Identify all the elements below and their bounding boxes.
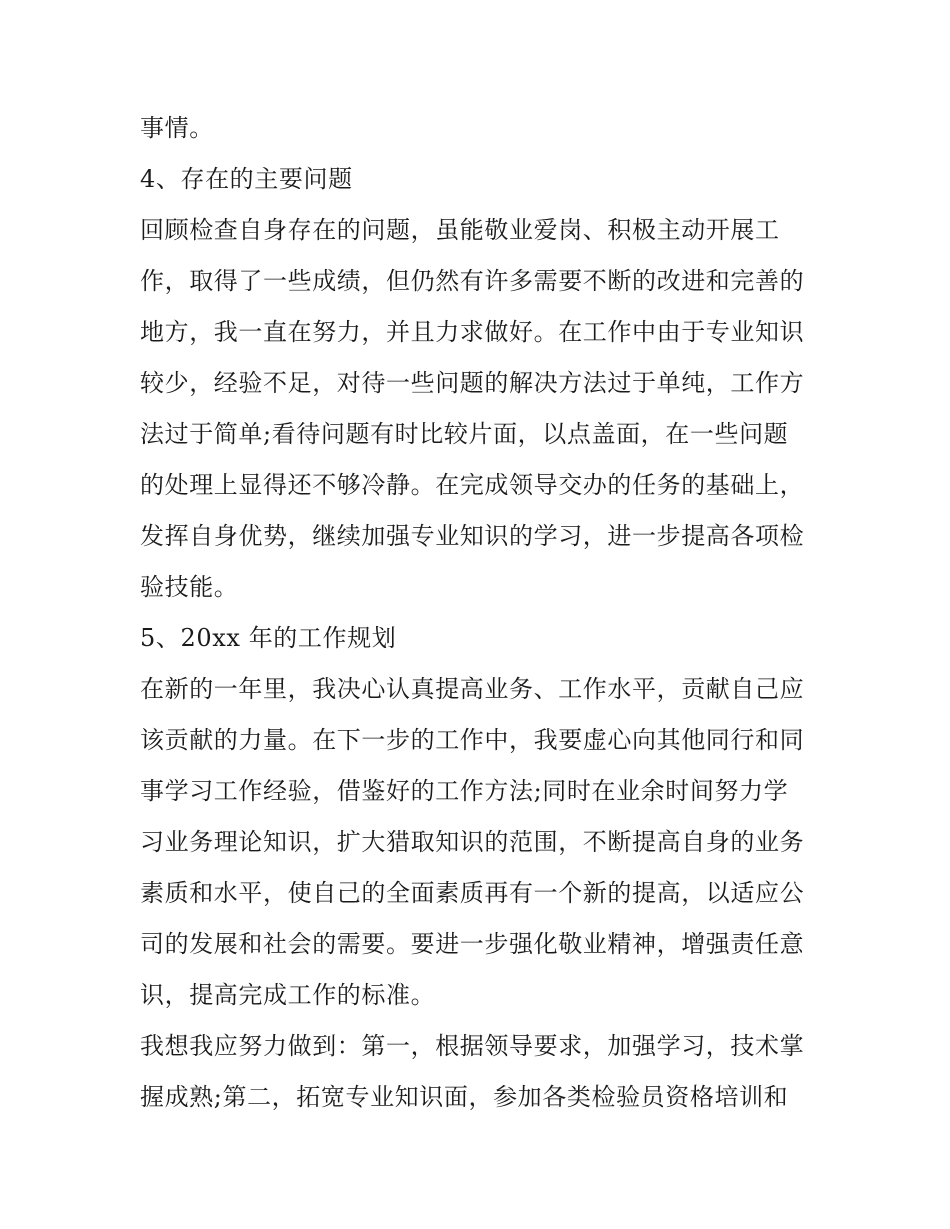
text-line: 事学习工作经验，借鉴好的工作方法;同时在业余时间努力学 (140, 777, 789, 805)
text-line: 法过于简单;看待问题有时比较片面，以点盖面，在一些问题 (140, 420, 789, 448)
text-line: 验技能。 (140, 573, 239, 601)
text-line: 较少，经验不足，对待一些问题的解决方法过于单纯，工作方 (140, 369, 805, 397)
text-line: 识，提高完成工作的标准。 (140, 981, 436, 1009)
text-line: 我想我应努力做到：第一，根据领导要求，加强学习，技术掌 (140, 1032, 805, 1060)
text-line: 该贡献的力量。在下一步的工作中，我要虚心向其他同行和同 (140, 726, 805, 754)
section-heading-plan: 5、20xx 年的工作规划 (140, 624, 397, 652)
text-line: 回顾检查自身存在的问题，虽能敬业爱岗、积极主动开展工 (140, 216, 780, 244)
text-line: 素质和水平，使自己的全面素质再有一个新的提高，以适应公 (140, 879, 805, 907)
text-line: 习业务理论知识，扩大猎取知识的范围，不断提高自身的业务 (140, 828, 805, 856)
text-line: 地方，我一直在努力，并且力求做好。在工作中由于专业知识 (140, 318, 805, 346)
text-line: 作，取得了一些成绩，但仍然有许多需要不断的改进和完善的 (140, 267, 805, 295)
text-line: 事情。 (140, 114, 214, 142)
text-line: 司的发展和社会的需要。要进一步强化敬业精神，增强责任意 (140, 930, 805, 958)
text-line: 发挥自身优势，继续加强专业知识的学习，进一步提高各项检 (140, 522, 805, 550)
section-heading-problems: 4、存在的主要问题 (140, 165, 353, 193)
text-line: 握成熟;第二，拓宽专业知识面，参加各类检验员资格培训和 (140, 1083, 789, 1111)
text-line: 的处理上显得还不够冷静。在完成领导交办的任务的基础上， (140, 471, 805, 499)
text-line: 在新的一年里，我决心认真提高业务、工作水平，贡献自己应 (140, 675, 805, 703)
